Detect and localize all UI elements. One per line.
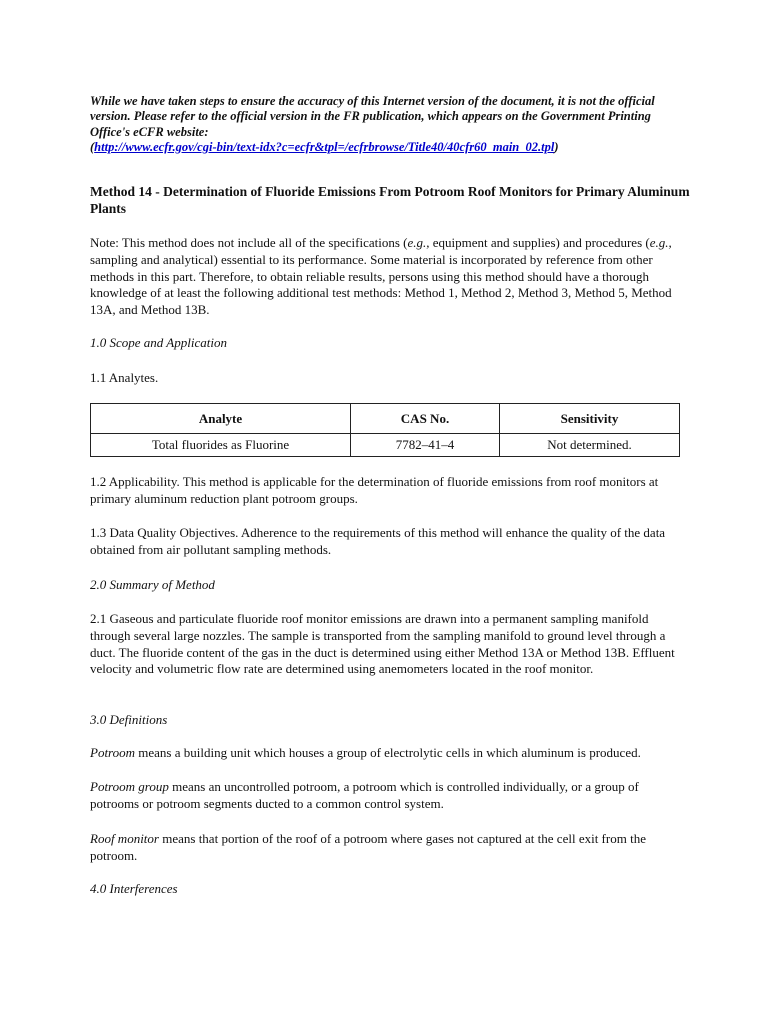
table-row <box>91 434 680 457</box>
section-heading-interferences: 4.0 Interferences <box>90 881 178 896</box>
note-part-3: sampling and analytical) essential to its performance. Some material is incorporated by reference from other methods in this part. Therefore, to obtain reliable results, persons using this method should have a thorough knowledge of at least the following additional test methods: Method 1, Method 2, Method 3, Method 5, Method 13A, and Method 13B. <box>90 251 672 318</box>
method-note <box>90 235 690 319</box>
analytes-label: 1.1 Analytes. <box>90 370 159 385</box>
section-heading-summary: 2.0 Summary of Method <box>90 577 215 592</box>
definition-term: Roof monitor <box>90 831 159 846</box>
definition-potroom <box>90 745 690 761</box>
definition-roof-monitor <box>90 831 690 865</box>
section-heading-scope: 1.0 Scope and Application <box>90 335 227 350</box>
ecfr-link[interactable]: http://www.ecfr.gov/cgi-bin/text-idx?c=ecfr&tpl=/ecfrbrowse/Title40/40cfr60_main_02.tpl <box>94 139 555 154</box>
note-eg-2: e.g., <box>649 235 672 250</box>
table-header-row <box>91 404 680 434</box>
document-title: Method 14 - Determination of Fluoride Emissions From Potroom Roof Monitors for Primary Aluminum Plants <box>90 184 690 216</box>
table-cell-analyte: Total fluorides as Fluorine <box>91 434 351 457</box>
data-quality-paragraph: 1.3 Data Quality Objectives. Adherence to the requirements of this method will enhance the quality of the data obtained from air pollutant sampling methods. <box>90 525 666 557</box>
applicability-paragraph: 1.2 Applicability. This method is applicable for the determination of fluoride emissions from roof monitors at primary aluminum reduction plant potroom groups. <box>90 474 659 506</box>
table-header-analyte: Analyte <box>91 404 351 434</box>
definition-term: Potroom <box>90 745 136 760</box>
definition-text: means that portion of the roof of a potroom where gases not captured at the cell exit from the potroom. <box>90 831 646 863</box>
table-header-sensitivity: Sensitivity <box>500 404 680 434</box>
definition-text: means an uncontrolled potroom, a potroom which is controlled individually, or a group of potrooms or potroom segments ducted to a common control system. <box>90 779 639 811</box>
section-heading-definitions: 3.0 Definitions <box>90 712 168 727</box>
definition-term: Potroom group <box>90 779 169 794</box>
disclaimer <box>90 94 690 155</box>
table-cell-cas: 7782–41–4 <box>351 434 500 457</box>
disclaimer-paren-close: ) <box>554 139 559 154</box>
note-part-2: equipment and supplies) and procedures ( <box>429 235 650 250</box>
note-eg-1: e.g., <box>407 235 430 250</box>
analytes-table <box>90 403 680 457</box>
note-part-1: Note: This method does not include all of the specifications ( <box>90 235 408 250</box>
summary-paragraph: 2.1 Gaseous and particulate fluoride roof monitor emissions are drawn into a permanent sampling manifold through several large nozzles. The sample is transported from the sampling manifold to ground level through a duct. The fluoride content of the gas in the duct is determined using either Method 13A or Method 13B. Effluent velocity and volumetric flow rate are determined using anemometers located in the roof monitor. <box>90 611 675 677</box>
definition-text: means a building unit which houses a group of electrolytic cells in which aluminum is produced. <box>135 745 641 760</box>
disclaimer-text: While we have taken steps to ensure the accuracy of this Internet version of the document, it is not the official version. Please refer to the official version in the FR publication, which appears on the Government Printing Office's eCFR website: <box>90 94 655 139</box>
definition-potroom-group <box>90 779 690 813</box>
table-header-cas: CAS No. <box>351 404 500 434</box>
table-cell-sensitivity: Not determined. <box>500 434 680 457</box>
disclaimer-paren-open: ( <box>90 139 95 154</box>
